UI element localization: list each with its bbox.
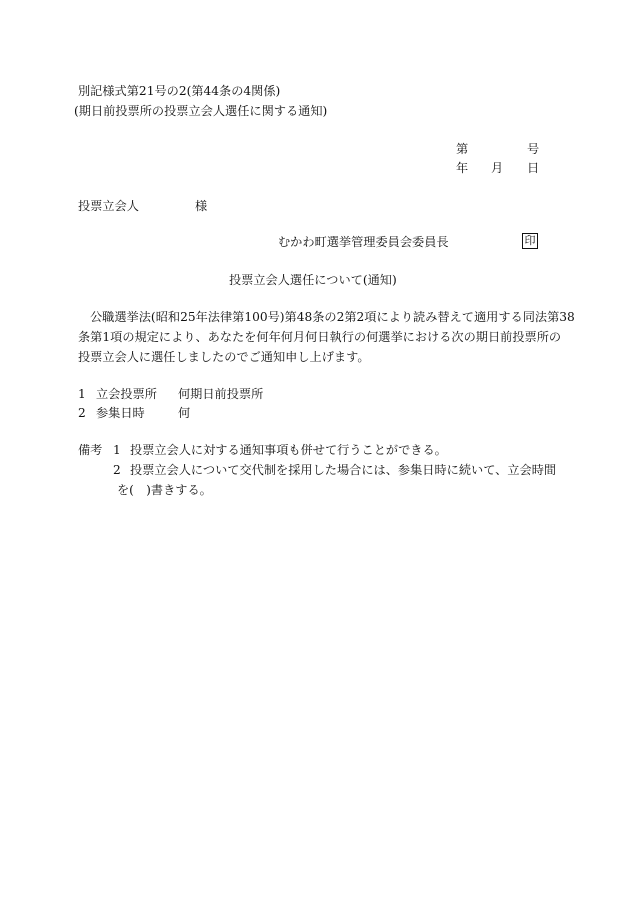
item-2-number: 2 bbox=[78, 406, 86, 420]
remark-2-number: 2 bbox=[113, 463, 121, 477]
sender-title: むかわ町選挙管理委員会委員長 bbox=[278, 235, 449, 249]
body-line-2: 条第1項の規定により、あなたを何年何月何日執行の何選挙における次の期日前投票所の bbox=[78, 330, 562, 344]
number-dai: 第 bbox=[456, 142, 469, 156]
document-title: 投票立会人選任について(通知) bbox=[229, 273, 397, 287]
date-year: 年 bbox=[456, 161, 469, 175]
item-1-label: 立会投票所 bbox=[96, 387, 157, 401]
addressee-role: 投票立会人 bbox=[78, 199, 139, 213]
date-month: 月 bbox=[491, 161, 504, 175]
form-reference: 別記様式第21号の2(第44条の4関係) bbox=[78, 84, 281, 98]
remark-2-text: 投票立会人について交代制を採用した場合には、参集日時に続いて、立会時間 bbox=[130, 463, 557, 477]
form-subtitle: (期日前投票所の投票立会人選任に関する通知) bbox=[74, 104, 328, 118]
remarks-label: 備考 bbox=[78, 443, 103, 457]
body-line-3: 投票立会人に選任しましたのでご通知申し上げます。 bbox=[78, 350, 370, 364]
body-line-1: 公職選挙法(昭和25年法律第100号)第48条の2第2項により読み替えて適用する同法第38 bbox=[90, 310, 575, 324]
remark-1-text: 投票立会人に対する通知事項も併せて行うことができる。 bbox=[130, 443, 447, 457]
item-1-number: 1 bbox=[78, 387, 86, 401]
date-day: 日 bbox=[527, 161, 540, 175]
item-1-value: 何期日前投票所 bbox=[178, 387, 264, 401]
remark-1-number: 1 bbox=[113, 443, 121, 457]
number-go: 号 bbox=[527, 142, 540, 156]
remark-2-continuation: を( )書きする。 bbox=[117, 483, 212, 497]
item-2-label: 参集日時 bbox=[96, 406, 145, 420]
seal-mark: 印 bbox=[522, 233, 538, 249]
addressee-honorific: 様 bbox=[195, 199, 208, 213]
item-2-value: 何 bbox=[178, 406, 191, 420]
